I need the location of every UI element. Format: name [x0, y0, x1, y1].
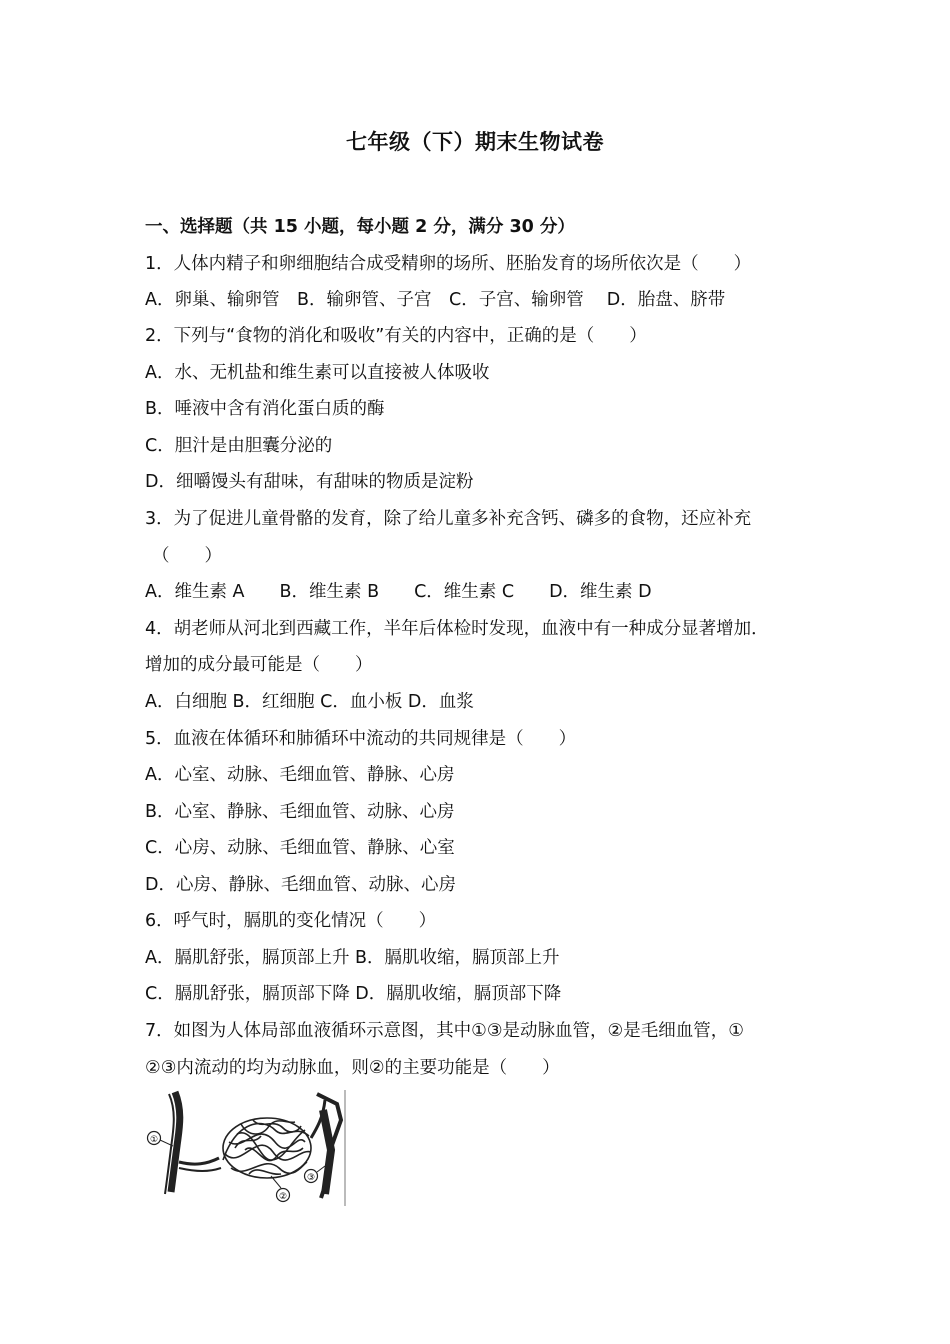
- section-heading: 一、选择题（共 15 小题，每小题 2 分，满分 30 分）: [145, 217, 575, 237]
- question-7: 7．如图为人体局部血液循环示意图，其中①③是动脉血管，②是毛细血管，①: [145, 1021, 744, 1041]
- question-2-option-d: D．细嚼馒头有甜味，有甜味的物质是淀粉: [145, 472, 474, 492]
- question-2-option-a: A．水、无机盐和维生素可以直接被人体吸收: [145, 363, 490, 383]
- question-5-option-d: D．心房、静脉、毛细血管、动脉、心房: [145, 875, 456, 895]
- blood-circulation-diagram: [145, 1090, 347, 1206]
- question-3-options: A．维生素 A B．维生素 B C．维生素 C D．维生素 D: [145, 582, 652, 602]
- exam-title: 七年级（下）期末生物试卷: [346, 130, 604, 154]
- question-5-option-c: C．心房、动脉、毛细血管、静脉、心室: [145, 838, 455, 858]
- question-2-option-b: B．唾液中含有消化蛋白质的酶: [145, 399, 385, 419]
- question-6-options-cd: C．膈肌舒张，膈顶部下降 D．膈肌收缩，膈顶部下降: [145, 984, 562, 1004]
- question-5: 5．血液在体循环和肺循环中流动的共同规律是（ ）: [145, 729, 577, 749]
- label-3: ③: [306, 1173, 316, 1183]
- question-1-options: A．卵巢、输卵管 B．输卵管、子宫 C．子宫、输卵管 D．胎盘、脐带: [145, 290, 726, 310]
- question-3: 3．为了促进儿童骨骼的发育，除了给儿童多补充含钙、磷多的食物，还应补充: [145, 509, 752, 529]
- question-7-continued: ②③内流动的均为动脉血，则②的主要功能是（ ）: [145, 1058, 560, 1078]
- question-2: 2．下列与“食物的消化和吸收”有关的内容中，正确的是（ ）: [145, 326, 647, 346]
- question-2-option-c: C．胆汁是由胆囊分泌的: [145, 436, 333, 456]
- question-3-continued: （ ）: [152, 546, 222, 566]
- question-6-options-ab: A．膈肌舒张，膈顶部上升 B．膈肌收缩，膈顶部上升: [145, 948, 560, 968]
- label-2: ②: [278, 1192, 288, 1202]
- question-4-options: A．白细胞 B．红细胞 C．血小板 D．血浆: [145, 692, 474, 712]
- capillary-network-2: [223, 1118, 311, 1178]
- question-5-option-b: B．心室、静脉、毛细血管、动脉、心房: [145, 802, 455, 822]
- question-5-option-a: A．心室、动脉、毛细血管、静脉、心房: [145, 765, 455, 785]
- question-4-continued: 增加的成分最可能是（ ）: [145, 655, 373, 675]
- question-6: 6．呼气时，膈肌的变化情况（ ）: [145, 911, 437, 931]
- question-1: 1．人体内精子和卵细胞结合成受精卵的场所、胚胎发育的场所依次是（ ）: [145, 254, 752, 274]
- question-4: 4．胡老师从河北到西藏工作，半年后体检时发现，血液中有一种成分显著增加．: [145, 619, 769, 639]
- label-1: ①: [149, 1135, 159, 1145]
